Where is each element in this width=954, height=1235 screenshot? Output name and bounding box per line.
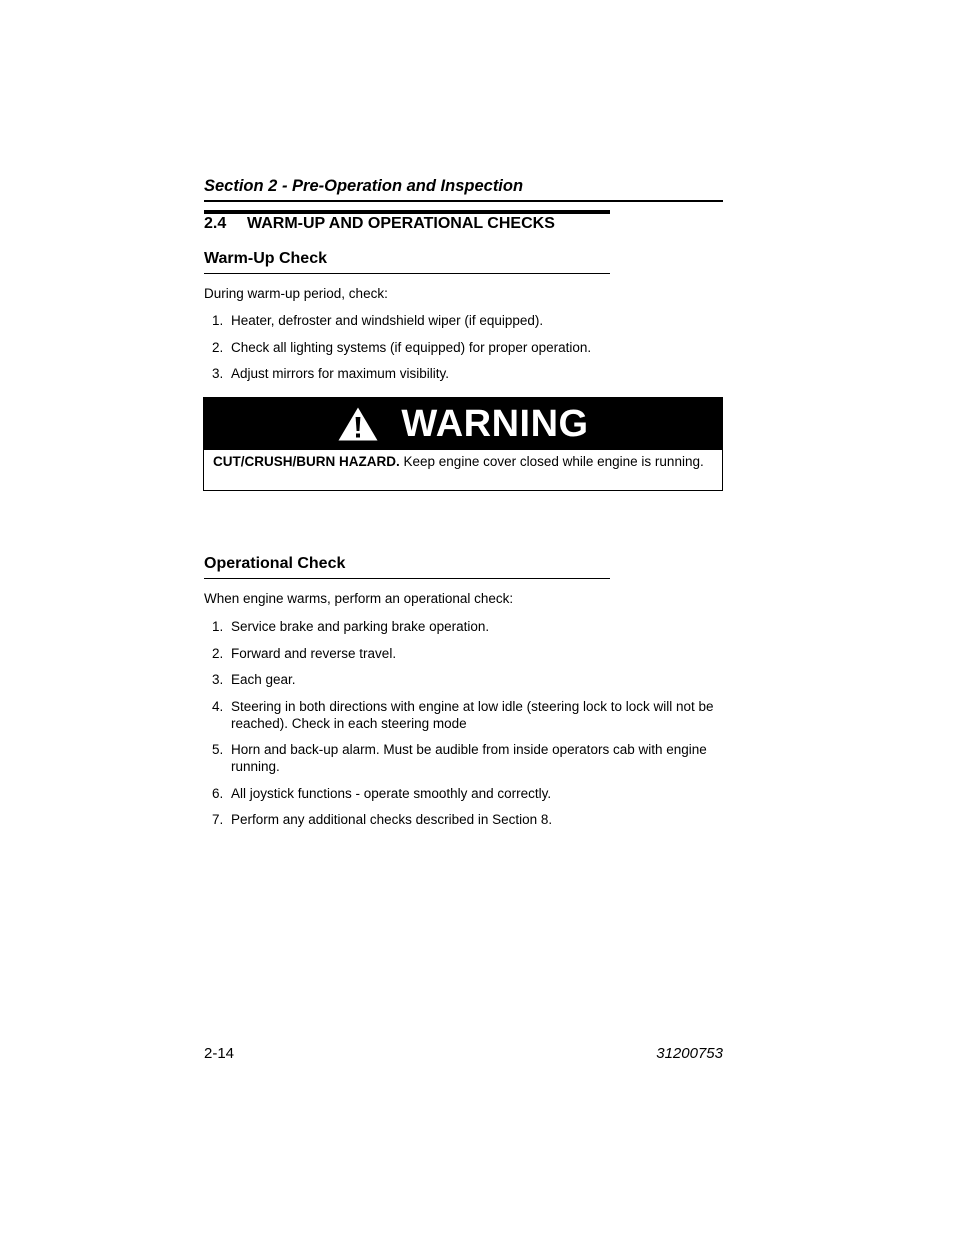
operational-heading-rule xyxy=(204,578,610,579)
warning-triangle-icon xyxy=(337,406,379,442)
warmup-intro: During warm-up period, check: xyxy=(204,286,388,301)
warning-banner xyxy=(204,398,722,450)
section-title xyxy=(204,215,555,233)
operational-heading: Operational Check xyxy=(204,555,346,572)
header-rule xyxy=(204,200,723,202)
list-item: 2. Check all lighting systems (if equipped) for proper operation. xyxy=(212,339,592,355)
warning-label: WARNING xyxy=(401,403,589,445)
list-item: 1. Heater, defroster and windshield wiper (if equipped). xyxy=(212,313,544,328)
list-item: 6. All joystick functions - operate smoothly and correctly. xyxy=(212,785,552,801)
list-item: 3. Adjust mirrors for maximum visibility. xyxy=(212,366,450,381)
hazard-label: CUT/CRUSH/BURN HAZARD. xyxy=(213,454,400,469)
warning-message xyxy=(213,453,713,470)
running-header: Section 2 - Pre-Operation and Inspection xyxy=(204,177,524,195)
list-item: 5. Horn and back-up alarm. Must be audible from inside operators cab with engine running. xyxy=(212,742,707,774)
document-number: 31200753 xyxy=(656,1045,723,1062)
list-item: 1. Service brake and parking brake operation. xyxy=(212,619,490,634)
operational-intro: When engine warms, perform an operational check: xyxy=(204,591,514,606)
list-item: 7. Perform any additional checks described in Section 8. xyxy=(212,812,553,827)
list-item: 3. Each gear. xyxy=(212,672,296,687)
page-number: 2-14 xyxy=(204,1045,235,1062)
section-title-text: WARM-UP AND OPERATIONAL CHECKS xyxy=(247,215,555,232)
warning-instruction: Keep engine cover closed while engine is running. xyxy=(403,454,704,469)
warmup-heading-rule xyxy=(204,273,610,274)
warning-box xyxy=(203,397,723,491)
warmup-heading: Warm-Up Check xyxy=(204,250,327,267)
warmup-list xyxy=(204,312,723,392)
operational-list xyxy=(204,618,723,838)
section-number: 2.4 xyxy=(204,215,227,232)
list-item: 4. Steering in both directions with engine at low idle (steering lock to lock will not be reached). Check in each steering mode xyxy=(212,698,714,731)
list-item: 2. Forward and reverse travel. xyxy=(212,645,397,661)
section-rule xyxy=(204,210,610,214)
